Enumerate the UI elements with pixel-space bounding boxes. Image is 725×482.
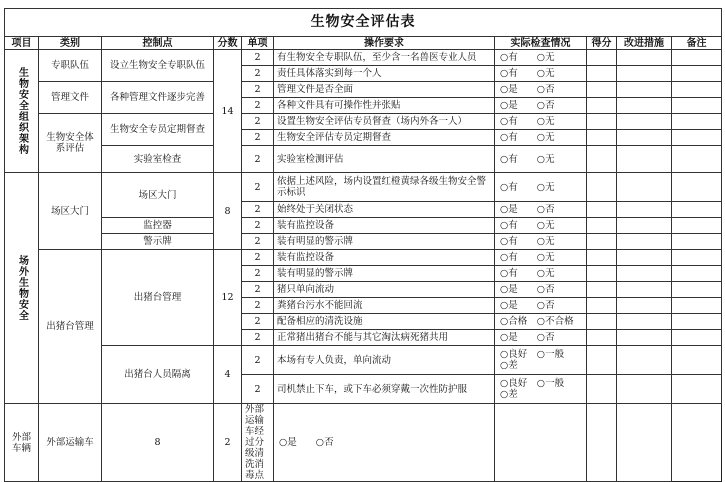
remarks-cell[interactable] [672, 114, 722, 130]
check-options[interactable]: ○有 ○无 [495, 173, 587, 202]
table-row [5, 234, 722, 250]
item-score: 2 [242, 173, 274, 202]
requirement: 装有监控设备 [274, 218, 495, 234]
improvement-cell[interactable] [617, 375, 672, 404]
points-cell[interactable] [587, 82, 617, 98]
points-cell[interactable] [587, 266, 617, 282]
table-row [5, 173, 722, 202]
remarks-cell[interactable] [672, 50, 722, 66]
check-options[interactable]: ○有 ○无 [495, 218, 587, 234]
item-score: 2 [242, 375, 274, 404]
item-score: 2 [242, 234, 274, 250]
header-requirement: 操作要求 [274, 37, 495, 50]
item-score: 2 [242, 298, 274, 314]
page-title: 生物安全评估表 [5, 9, 722, 37]
remarks-cell[interactable] [672, 250, 722, 266]
requirement: 有生物安全专职队伍，至少含一名兽医专业人员 [274, 50, 495, 66]
check-options[interactable]: ○有 ○无 [495, 114, 587, 130]
header-score: 分数 [214, 37, 242, 50]
points-cell[interactable] [587, 146, 617, 173]
check-options[interactable]: ○有 ○无 [495, 266, 587, 282]
control-platform: 出猪台管理 [102, 250, 214, 346]
improvement-cell[interactable] [617, 346, 672, 375]
requirement: 粪猪台污水不能回流 [274, 298, 495, 314]
category-team: 专职队伍 [39, 50, 102, 82]
requirement: 正常猪出猪台不能与其它淘汰病死猪共用 [274, 330, 495, 346]
improvement-cell[interactable] [617, 234, 672, 250]
table-row [5, 50, 722, 66]
requirement: 始终处于关闭状态 [274, 202, 495, 218]
header-project: 项目 [5, 37, 39, 50]
remarks-cell[interactable] [672, 234, 722, 250]
requirement: 装有明显的警示牌 [274, 234, 495, 250]
control-lab: 实验室检查 [102, 146, 214, 173]
item-score: 2 [242, 146, 274, 173]
improvement-cell[interactable] [617, 173, 672, 202]
remarks-cell[interactable] [672, 130, 722, 146]
check-options[interactable]: ○有 ○无 [495, 66, 587, 82]
requirement: 生物安全评估专员定期督查 [274, 130, 495, 146]
table-row [5, 218, 722, 234]
control-gate: 场区大门 [102, 173, 214, 218]
points-cell[interactable] [587, 130, 617, 146]
requirement: 装有明显的警示牌 [274, 266, 495, 282]
requirement: 配备相应的清洗设施 [274, 314, 495, 330]
improvement-cell[interactable] [617, 66, 672, 82]
remarks-cell[interactable] [672, 173, 722, 202]
score-platform: 12 [214, 250, 242, 346]
item-score: 2 [242, 282, 274, 298]
improvement-cell[interactable] [617, 218, 672, 234]
requirement: 司机禁止下车，或下车必须穿戴一次性防护服 [274, 375, 495, 404]
requirement: 外部运输车经过分级清洗消毒点 [242, 404, 274, 482]
improvement-cell[interactable] [617, 50, 672, 66]
points-cell[interactable] [587, 173, 617, 202]
table-row [5, 114, 722, 130]
section-site: 场外生物安全 [5, 173, 39, 404]
improvement-cell[interactable] [617, 114, 672, 130]
improvement-cell[interactable] [617, 314, 672, 330]
section-org: 生物安全组织架构 [5, 50, 39, 173]
remarks-cell[interactable] [672, 266, 722, 282]
header-remarks: 备注 [672, 37, 722, 50]
assessment-sheet [4, 8, 721, 481]
improvement-cell[interactable] [617, 82, 672, 98]
table-row [5, 146, 722, 173]
header-control-point: 控制点 [102, 37, 214, 50]
control-officer: 生物安全专员定期督查 [102, 114, 214, 146]
points-cell[interactable] [587, 330, 617, 346]
requirement: 本场有专人负责，单向流动 [274, 346, 495, 375]
remarks-cell[interactable] [617, 404, 672, 482]
points-cell[interactable] [587, 314, 617, 330]
table-row [5, 82, 722, 98]
remarks-cell[interactable] [672, 146, 722, 173]
item-score: 2 [242, 250, 274, 266]
requirement: 管理文件是否全面 [274, 82, 495, 98]
control-monitor: 监控器 [102, 218, 214, 234]
control-truck: 外部运输车 [39, 404, 102, 482]
item-score: 2 [242, 314, 274, 330]
check-options[interactable]: ○有 ○无 [495, 130, 587, 146]
remarks-cell[interactable] [672, 66, 722, 82]
check-options[interactable]: ○有 ○无 [495, 50, 587, 66]
item-score: 2 [242, 130, 274, 146]
points-cell[interactable] [495, 404, 587, 482]
check-options[interactable]: ○良好 ○一般 ○差 [495, 375, 587, 404]
check-options[interactable]: ○是 ○否 [495, 82, 587, 98]
item-score: 2 [242, 346, 274, 375]
item-score: 2 [242, 202, 274, 218]
category-docs: 管理文件 [39, 82, 102, 114]
points-cell[interactable] [587, 346, 617, 375]
points-cell[interactable] [587, 66, 617, 82]
table-row [5, 250, 722, 266]
remarks-cell[interactable] [672, 314, 722, 330]
check-options[interactable]: ○是 ○否 [274, 404, 495, 482]
check-options[interactable]: ○有 ○无 [495, 146, 587, 173]
item-score: 2 [242, 66, 274, 82]
table-row [5, 346, 722, 375]
item-score: 2 [242, 218, 274, 234]
control-isolation: 出猪台人员隔离 [102, 346, 214, 404]
header-actual-check: 实际检查情况 [495, 37, 587, 50]
improvement-cell[interactable] [617, 282, 672, 298]
item-score: 2 [242, 330, 274, 346]
check-options[interactable]: ○是 ○否 [495, 282, 587, 298]
points-cell[interactable] [587, 250, 617, 266]
control-docs: 各种管理文件逐步完善 [102, 82, 214, 114]
category-eval: 生物安全体系评估 [39, 114, 102, 173]
improvement-cell[interactable] [617, 250, 672, 266]
check-options[interactable]: ○是 ○否 [495, 298, 587, 314]
check-options[interactable]: ○合格 ○不合格 [495, 314, 587, 330]
points-cell[interactable] [587, 218, 617, 234]
remarks-cell[interactable] [672, 82, 722, 98]
improvement-cell[interactable] [617, 202, 672, 218]
points-cell[interactable] [587, 298, 617, 314]
item-score: 2 [242, 114, 274, 130]
check-options[interactable]: ○是 ○否 [495, 202, 587, 218]
points-cell[interactable] [587, 234, 617, 250]
header-points: 得分 [587, 37, 617, 50]
improvement-cell[interactable] [617, 98, 672, 114]
item-score: 2 [242, 50, 274, 66]
control-team: 设立生物安全专职队伍 [102, 50, 214, 82]
improvement-cell[interactable] [587, 404, 617, 482]
score-isolation: 4 [214, 346, 242, 404]
remarks-cell[interactable] [672, 346, 722, 375]
header-row [5, 37, 722, 50]
points-cell[interactable] [587, 98, 617, 114]
requirement: 实验室检测评估 [274, 146, 495, 173]
category-vehicle: 外部车辆 [5, 404, 39, 482]
points-cell[interactable] [587, 282, 617, 298]
requirement: 依据上述风险，场内设置红橙黄绿各级生物安全警示标识 [274, 173, 495, 202]
item-score: 2 [214, 404, 242, 482]
remarks-cell[interactable] [672, 282, 722, 298]
table-row [5, 404, 722, 482]
check-options[interactable]: ○良好 ○一般 ○差 [495, 346, 587, 375]
assessment-table [4, 8, 722, 482]
improvement-cell[interactable] [617, 130, 672, 146]
check-options[interactable]: ○有 ○无 [495, 234, 587, 250]
remarks-cell[interactable] [672, 202, 722, 218]
score-gate: 8 [214, 173, 242, 250]
requirement: 装有监控设备 [274, 250, 495, 266]
check-options[interactable]: ○有 ○无 [495, 250, 587, 266]
item-score: 2 [242, 98, 274, 114]
check-options[interactable]: ○是 ○否 [495, 98, 587, 114]
category-gate: 场区大门 [39, 173, 102, 250]
remarks-cell[interactable] [672, 98, 722, 114]
improvement-cell[interactable] [617, 266, 672, 282]
header-category: 类别 [39, 37, 102, 50]
remarks-cell[interactable] [672, 298, 722, 314]
check-options[interactable]: ○是 ○否 [495, 330, 587, 346]
improvement-cell[interactable] [617, 330, 672, 346]
control-warning: 警示牌 [102, 234, 214, 250]
requirement: 设置生物安全评估专员督查（场内外各一人） [274, 114, 495, 130]
item-score: 2 [242, 82, 274, 98]
points-cell[interactable] [587, 375, 617, 404]
score-truck: 8 [102, 404, 214, 482]
header-improvement: 改进措施 [617, 37, 672, 50]
remarks-cell[interactable] [672, 375, 722, 404]
remarks-cell[interactable] [672, 330, 722, 346]
header-item: 单项 [242, 37, 274, 50]
points-cell[interactable] [587, 114, 617, 130]
improvement-cell[interactable] [617, 146, 672, 173]
points-cell[interactable] [587, 50, 617, 66]
category-market: 出猪台管理 [39, 250, 102, 404]
improvement-cell[interactable] [617, 298, 672, 314]
item-score: 2 [242, 266, 274, 282]
requirement: 责任具体落实到每一个人 [274, 66, 495, 82]
requirement: 猪只单向流动 [274, 282, 495, 298]
points-cell[interactable] [587, 202, 617, 218]
remarks-cell[interactable] [672, 218, 722, 234]
score-org: 14 [214, 50, 242, 173]
requirement: 各种文件具有可操作性并张贴 [274, 98, 495, 114]
